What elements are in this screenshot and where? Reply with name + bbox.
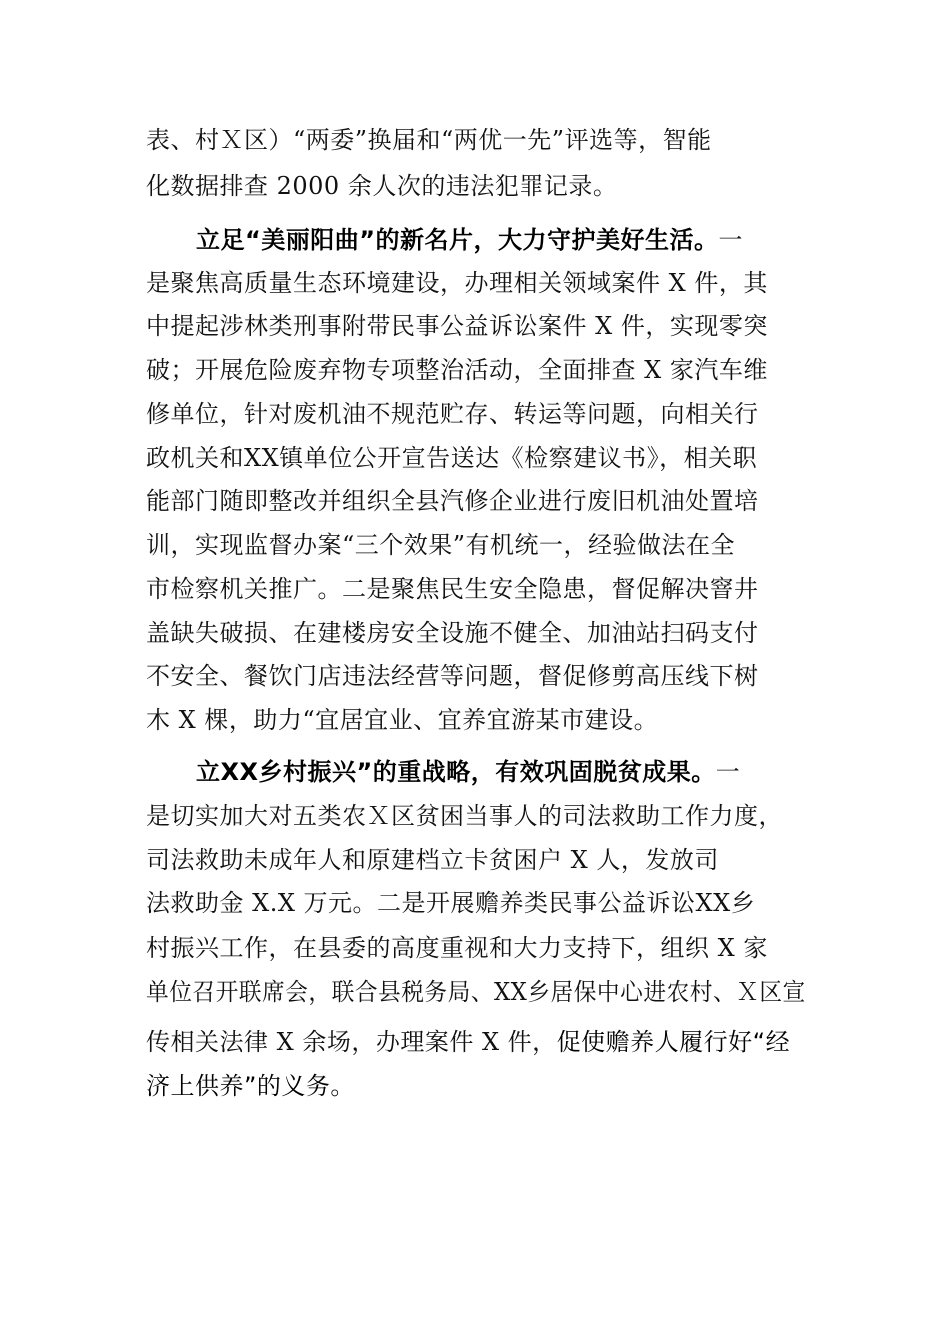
paragraph-text: 一 — [715, 758, 741, 786]
paragraph-line: 法救助金 X.X 万元。二是开展赡养类民事公益诉讼XX乡 — [146, 889, 756, 917]
section-heading: 立XX乡村振兴”的重战略，有效巩固脱贫成果。 — [196, 758, 716, 786]
paragraph-line: 济上供养”的义务。 — [146, 1072, 355, 1100]
paragraph-line: 是切实加大对五类农Ｘ区贫困当事人的司法救助工作力度， — [146, 802, 783, 830]
paragraph-text: 传相关法律 X 余场，办理案件 X 件， — [146, 1028, 557, 1056]
paragraph-line: 中提起涉林类刑事附带民事公益诉讼案件 X 件，实现零突 — [146, 312, 768, 340]
paragraph-heading-line — [196, 752, 740, 792]
paragraph-line: 训，实现监督办案“三个效果”有机统一，经验做法在全 — [146, 531, 736, 559]
paragraph-line: 化数据排查 2000 余人次的违法犯罪记录。 — [146, 172, 618, 200]
paragraph-line: 市检察机关推广。二是聚焦民生安全隐患，督促解决窨井 — [146, 575, 759, 603]
paragraph-line: 村振兴工作，在县委的高度重视和大力支持下，组织 X 家 — [146, 934, 768, 962]
paragraph-line: 不安全、餐饮门店违法经营等问题，督促修剪高压线下树 — [146, 662, 759, 690]
paragraph-line: 表、村Ｘ区）“两委”换届和“两优一先”评选等，智能 — [146, 126, 712, 154]
paragraph-line: 破；开展危险废弃物专项整治活动，全面排查 X 家汽车维 — [146, 356, 768, 384]
paragraph-text: 一 — [718, 226, 744, 254]
paragraph-line: 司法救助未成年人和原建档立卡贫困户 X 人，发放司 — [146, 846, 719, 874]
section-heading: 立足“美丽阳曲”的新名片，大力守护美好生活。 — [196, 226, 719, 254]
paragraph-line: 木 X 棵，助力“宜居宜业、宜养宜游某市建设。 — [146, 706, 659, 734]
paragraph-line: 单位召开联席会，联合县税务局、XX乡居保中心进农村、Ｘ区宣 — [146, 978, 806, 1006]
paragraph-line: 是聚焦高质量生态环境建设，办理相关领域案件 X 件，其 — [146, 269, 768, 297]
paragraph-heading-line — [196, 220, 743, 260]
paragraph-line — [146, 1022, 790, 1062]
paragraph-text: 促使赡养人履行好“经 — [556, 1028, 791, 1056]
paragraph-line: 盖缺失破损、在建楼房安全设施不健全、加油站扫码支付 — [146, 619, 759, 647]
paragraph-line: 修单位，针对废机油不规范贮存、转运等问题，向相关行 — [146, 400, 759, 428]
paragraph-line: 政机关和XX镇单位公开宣告送达《检察建议书》，相关职 — [146, 444, 758, 472]
paragraph-line: 能部门随即整改并组织全县汽修企业进行废旧机油处置培 — [146, 487, 759, 515]
